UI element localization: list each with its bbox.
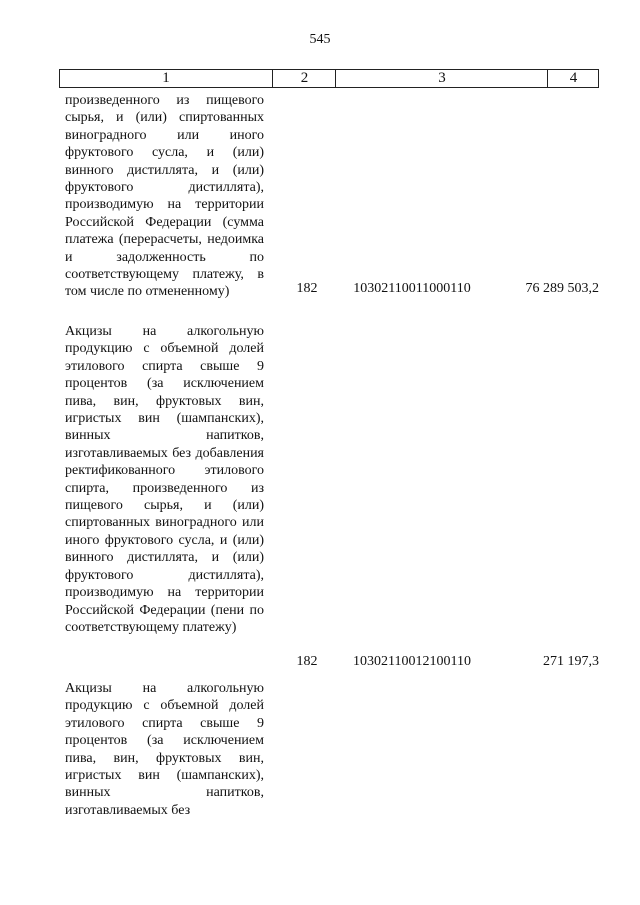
row-3-description: Акцизы на алкогольную продукцию с объемной долей этилового спирта свыше 9 процентов (за исключением пива, вин, фруктовых вин, игристых вин (шампанских), винных напитков, изготавливаемых без bbox=[65, 681, 264, 818]
row-2-amount: 271 197,3 bbox=[543, 654, 599, 669]
row-1-description: произведенного из пищевого сырья, и (или) спиртованных виноградного или иного фруктового сусла, и (или) винного дистиллята, и (или) фруктового дистиллята), производимую на территории Российской Федерации (сумма платежа (перерасчеты, недоимка и задолженность по соответствующему платежу, в том числе по отмененному) bbox=[65, 93, 264, 300]
column-number-3: 3 bbox=[335, 70, 548, 87]
row-2-budget-classification-code: 10302110012100110 bbox=[353, 654, 471, 669]
column-number-4: 4 bbox=[547, 70, 599, 87]
column-number-1: 1 bbox=[162, 70, 170, 86]
row-1-budget-classification-code: 10302110011000110 bbox=[353, 281, 471, 296]
row-1-admin-code: 182 bbox=[296, 281, 318, 296]
table-column-header bbox=[59, 69, 599, 88]
page-number: 545 bbox=[309, 32, 331, 47]
row-1-amount: 76 289 503,2 bbox=[525, 281, 599, 296]
row-2-admin-code: 182 bbox=[296, 654, 318, 669]
row-2-description: Акцизы на алкогольную продукцию с объемной долей этилового спирта свыше 9 процентов (за исключением пива, вин, фруктовых вин, игристых вин (шампанских), винных напитков, изготавливаемых без добавления ректификованного этилового спирта, произведенного из пищевого сырья, и (или) спиртованных виноградного или иного фруктового сусла, и (или) винного дистиллята, и (или) фруктового дистиллята), производимую на территории Российской Федерации (пени по соответствующему платежу) bbox=[65, 324, 264, 635]
column-number-2: 2 bbox=[272, 70, 336, 87]
